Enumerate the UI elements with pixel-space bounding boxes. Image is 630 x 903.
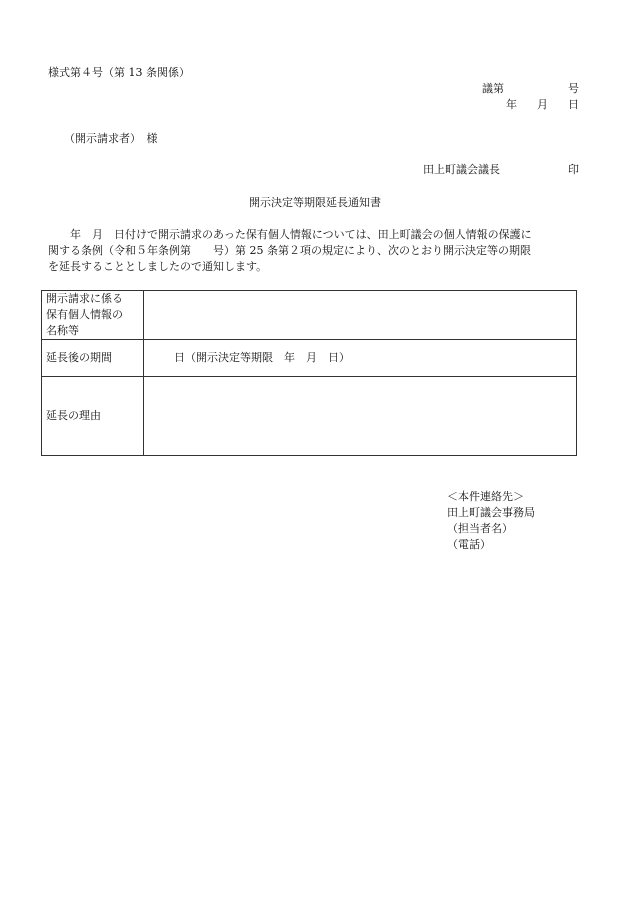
- contact-phone: （電話）: [447, 538, 491, 551]
- body-line: 年 月 日付けで開示請求のあった保有個人情報については、田上町議会の個人情報の保護に: [48, 228, 532, 241]
- personal-info-value: [144, 291, 577, 340]
- extension-reason-label: 延長の理由: [42, 377, 144, 456]
- date-month: 月: [537, 98, 548, 111]
- contact-office: 田上町議会事務局: [447, 506, 535, 519]
- extended-period-label: 延長後の期間: [42, 340, 144, 377]
- body-line: 関する条例（令和５年条例第 号）第 25 条第２項の規定により、次のとおり開示決定等の期限: [48, 244, 531, 257]
- addressee: （開示請求者） 様: [64, 132, 158, 145]
- seal-mark: 印: [568, 163, 579, 176]
- extension-reason-value: [144, 377, 577, 456]
- contact-person: （担当者名）: [447, 522, 513, 535]
- table-row: [42, 291, 577, 340]
- label-line: 名称等: [46, 324, 79, 337]
- sender-name: 田上町議会議長: [423, 163, 500, 176]
- body-paragraph: [48, 227, 580, 275]
- date-day: 日: [568, 98, 579, 111]
- extension-details-table: [41, 290, 577, 456]
- form-number: 様式第４号（第 13 条関係）: [48, 66, 190, 79]
- extended-period-value: 日（開示決定等期限 年 月 日）: [144, 340, 577, 377]
- personal-info-label: [42, 291, 144, 340]
- body-line: を延長することとしましたので通知します。: [48, 260, 268, 273]
- date-year: 年: [506, 98, 517, 111]
- document-title: 開示決定等期限延長通知書: [249, 196, 381, 209]
- table-row: [42, 340, 577, 377]
- document-number-suffix: 号: [568, 82, 579, 95]
- document-number-prefix: 議第: [482, 82, 504, 95]
- label-line: 開示請求に係る: [46, 292, 123, 305]
- table-row: [42, 377, 577, 456]
- label-line: 保有個人情報の: [46, 308, 123, 321]
- contact-heading: ＜本件連絡先＞: [447, 490, 524, 503]
- contact-block: [447, 489, 535, 553]
